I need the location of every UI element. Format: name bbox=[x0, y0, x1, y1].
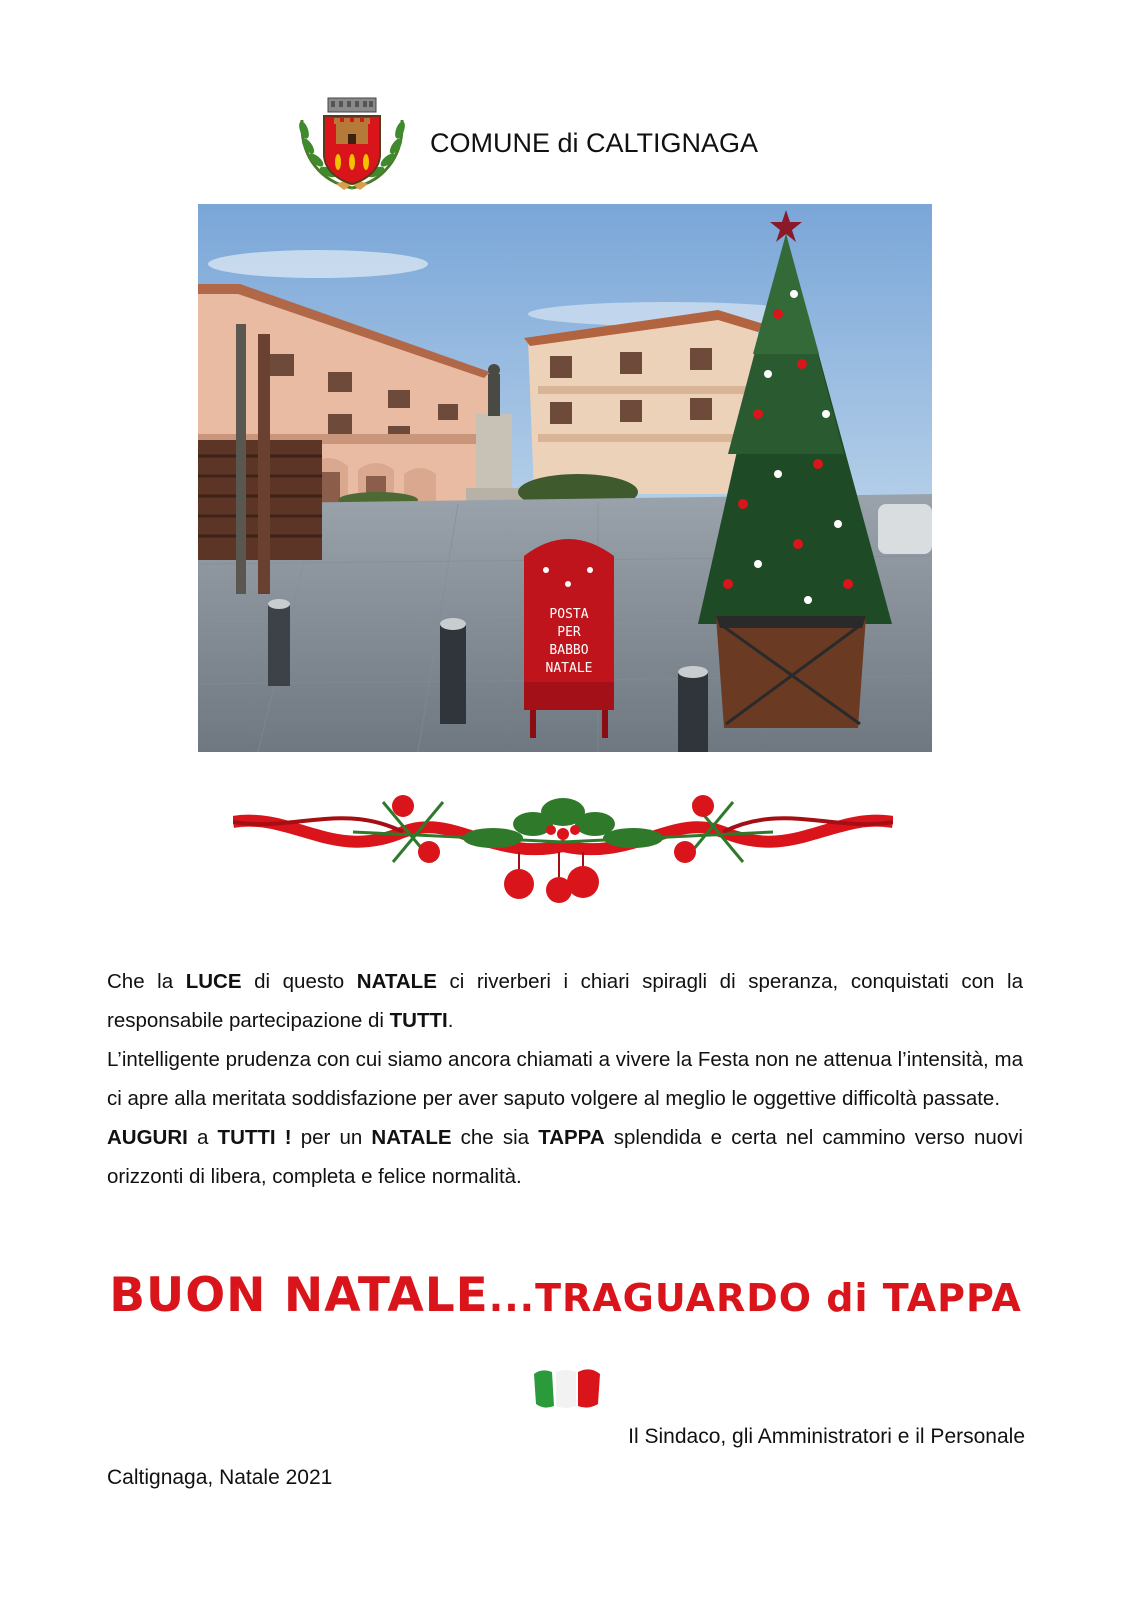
message-paragraph-1: Che la LUCE di questo NATALE ci riverberi i chiari spiragli di speranza, conquistati con la responsabile partecipazione di TUTTI. bbox=[107, 970, 1023, 1032]
letterhead bbox=[292, 96, 812, 196]
place-and-date: Caltignaga, Natale 2021 bbox=[107, 1466, 333, 1489]
message-paragraph-3: AUGURI a TUTTI ! per un NATALE che sia TAPPA splendida e certa nel cammino verso nuovi orizzonti di libera, completa e felice normalità. bbox=[107, 1126, 1023, 1188]
greeting-message bbox=[107, 962, 1023, 1196]
headline-ellipsis: ... bbox=[488, 1276, 536, 1320]
christmas-garland-icon bbox=[233, 772, 893, 922]
coat-of-arms-icon bbox=[292, 96, 412, 196]
headline bbox=[0, 1268, 1131, 1323]
signature: Il Sindaco, gli Amministratori e il Personale bbox=[628, 1425, 1025, 1448]
mailbox-line-4: NATALE bbox=[545, 661, 593, 676]
christmas-square-photo bbox=[198, 204, 932, 752]
headline-part-2: TRAGUARDO di TAPPA bbox=[535, 1276, 1022, 1320]
italian-flag-icon bbox=[530, 1362, 604, 1416]
mailbox-line-3: BABBO bbox=[549, 643, 589, 658]
municipality-name: COMUNE di CALTIGNAGA bbox=[430, 128, 759, 158]
message-paragraph-2: L’intelligente prudenza con cui siamo ancora chiamati a vivere la Festa non ne attenua l’intensità, ma ci apre alla meritata soddisfazione per aver saputo volgere al meglio le oggettive difficoltà passate. bbox=[107, 1048, 1023, 1110]
mailbox-line-1: POSTA bbox=[549, 607, 589, 622]
mailbox-line-2: PER bbox=[557, 625, 581, 640]
photo-illustration bbox=[198, 204, 932, 752]
headline-part-1: BUON NATALE bbox=[109, 1268, 489, 1323]
